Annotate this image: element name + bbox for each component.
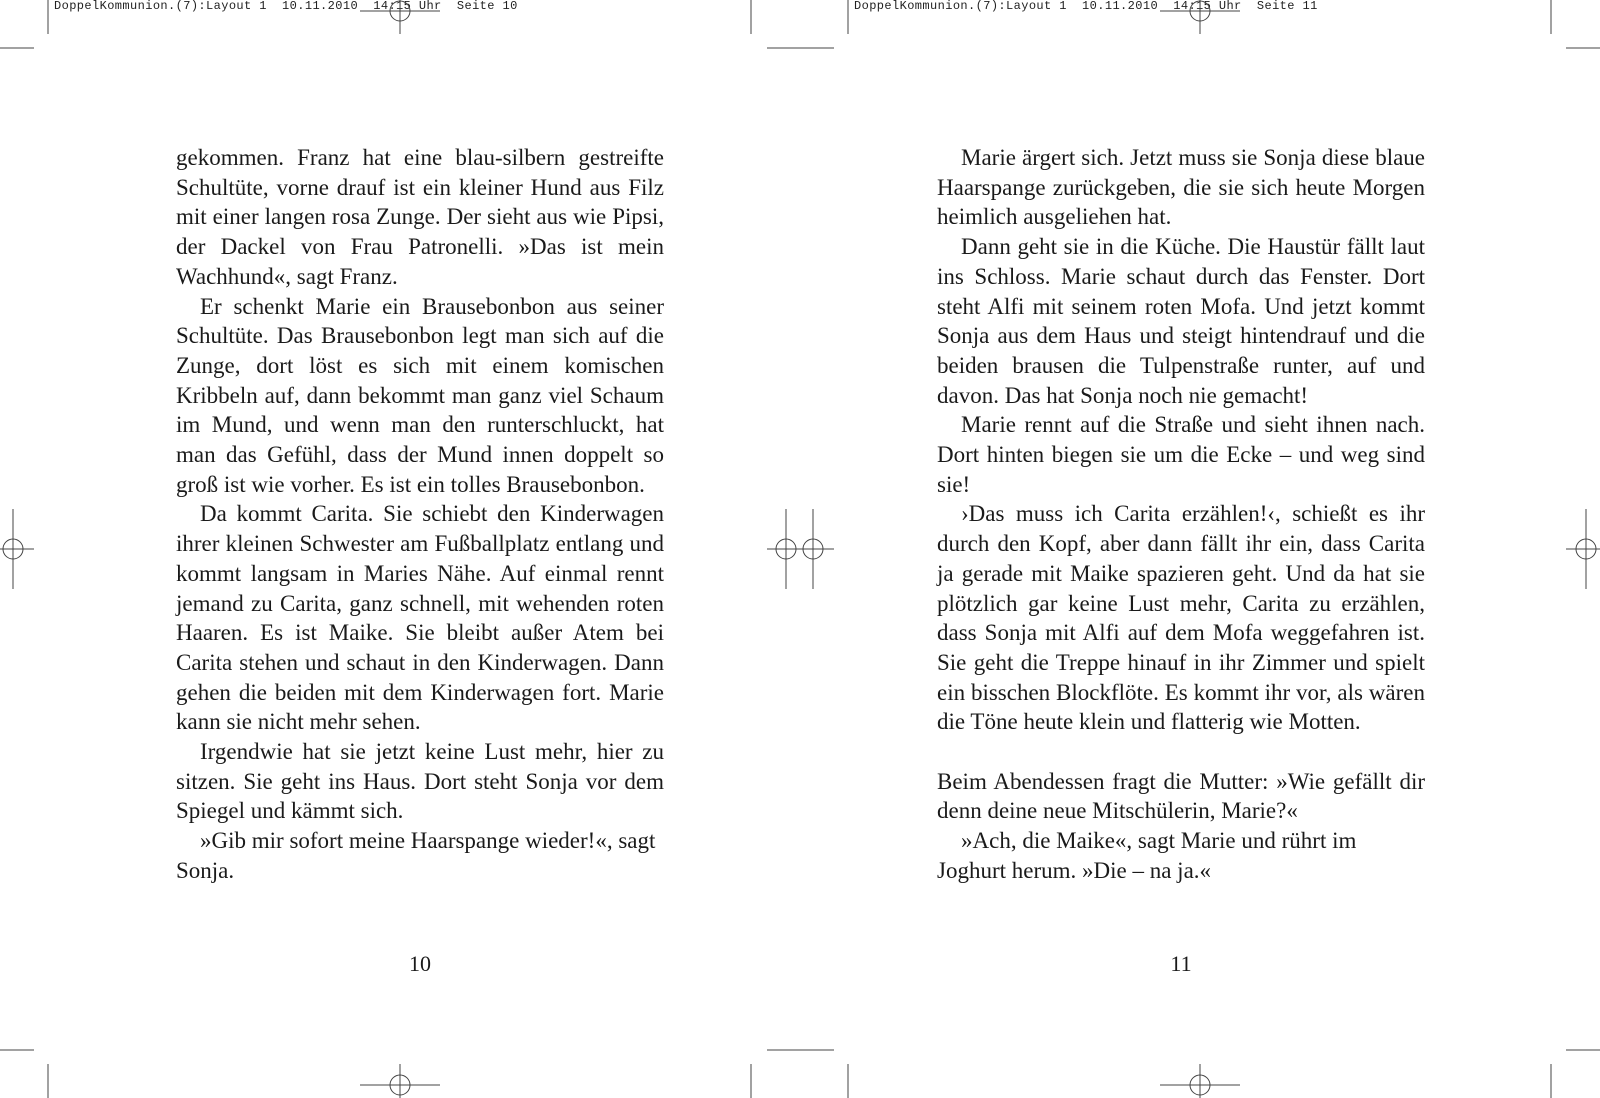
paragraph: Da kommt Carita. Sie schiebt den Kinderwagen ihrer kleinen Schwester am Fußballplatz entlang und kommt langsam in Maries Nähe. Auf einmal rennt jemand zu Carita, ganz schnell, mit wehenden roten Haaren. Es ist Maike. Sie bleibt außer Atem bei Carita stehen und schaut in den Kinderwagen. Dann gehen die beiden mit dem Kinderwagen fort. Marie kann sie nicht mehr sehen. xyxy=(176,501,664,735)
left-page-body xyxy=(176,143,664,886)
paragraph: ›Das muss ich Carita erzählen!‹, schießt es ihr durch den Kopf, aber dann fällt ihr ein, dass Carita ja gerade mit Maike spazieren geht. Und da hat sie plötzlich gar keine Lust mehr, Carita zu erzählen, dass Sonja mit Alfi auf dem Mofa weggefahren ist. Sie geht die Treppe hinauf in ihr Zimmer und spielt ein bisschen Blockflöte. Es kommt ihr vor, als wären die Töne heute klein und flatterig wie Motten. xyxy=(937,501,1425,735)
registration-mark xyxy=(360,1064,440,1098)
registration-mark xyxy=(0,509,34,589)
right-page-body xyxy=(937,143,1425,886)
registration-mark xyxy=(767,509,834,589)
page-number-right: 11 xyxy=(1170,951,1192,976)
registration-mark xyxy=(1160,0,1240,34)
paragraph: Er schenkt Marie ein Brausebonbon aus seiner Schultüte. Das Brausebonbon legt man sich auf die Zunge, dort löst es sich mit einem komischen Kribbeln auf, dann bekommt man ganz viel Schaum im Mund, und wenn man den runterschluckt, hat man das Gefühl, dass der Mund innen doppelt so groß ist wie vorher. Es ist ein tolles Brausebonbon. xyxy=(176,293,664,497)
registration-mark xyxy=(1566,509,1600,589)
registration-mark xyxy=(360,0,440,34)
paragraph: Marie rennt auf die Straße und sieht ihnen nach. Dort hinten biegen sie um die Ecke – und weg sind sie! xyxy=(937,412,1425,497)
print-slug-right: DoppelKommunion.(7):Layout 1 10.11.2010 14:15 Uhr Seite 11 xyxy=(854,0,1318,12)
paragraph: »Ach, die Maike«, sagt Marie und rührt im Joghurt herum. »Die – na ja.« xyxy=(937,828,1357,883)
page-number-left: 10 xyxy=(409,951,431,976)
paragraph: gekommen. Franz hat eine blau-silbern gestreifte Schultüte, vorne drauf ist ein kleiner Hund aus Filz mit einer langen rosa Zunge. Der sieht aus wie Pipsi, der Dackel von Frau Patronelli. »Das ist mein Wachhund«, sagt Franz. xyxy=(176,145,664,289)
paragraph: Dann geht sie in die Küche. Die Haustür fällt laut ins Schloss. Marie schaut durch das Fenster. Dort steht Alfi mit seinem roten Mofa. Und jetzt kommt Sonja aus dem Haus und steigt hintendrauf und die beiden brausen die Tulpenstraße runter, auf und davon. Das hat Sonja noch nie gemacht! xyxy=(937,234,1425,408)
paragraph: Irgendwie hat sie jetzt keine Lust mehr, hier zu sitzen. Sie geht ins Haus. Dort steht Sonja vor dem Spiegel und kämmt sich. xyxy=(176,739,664,824)
print-slug-left: DoppelKommunion.(7):Layout 1 10.11.2010 14:15 Uhr Seite 10 xyxy=(54,0,518,12)
paragraph: »Gib mir sofort meine Haarspange wieder!«, sagt Sonja. xyxy=(176,828,656,883)
paragraph: Beim Abendessen fragt die Mutter: »Wie gefällt dir denn deine neue Mitschülerin, Marie?« xyxy=(937,768,1425,824)
paragraph: Marie ärgert sich. Jetzt muss sie Sonja diese blaue Haarspange zurückgeben, die sie sich heute Morgen heimlich ausgeliehen hat. xyxy=(937,145,1425,230)
registration-mark xyxy=(1160,1064,1240,1098)
